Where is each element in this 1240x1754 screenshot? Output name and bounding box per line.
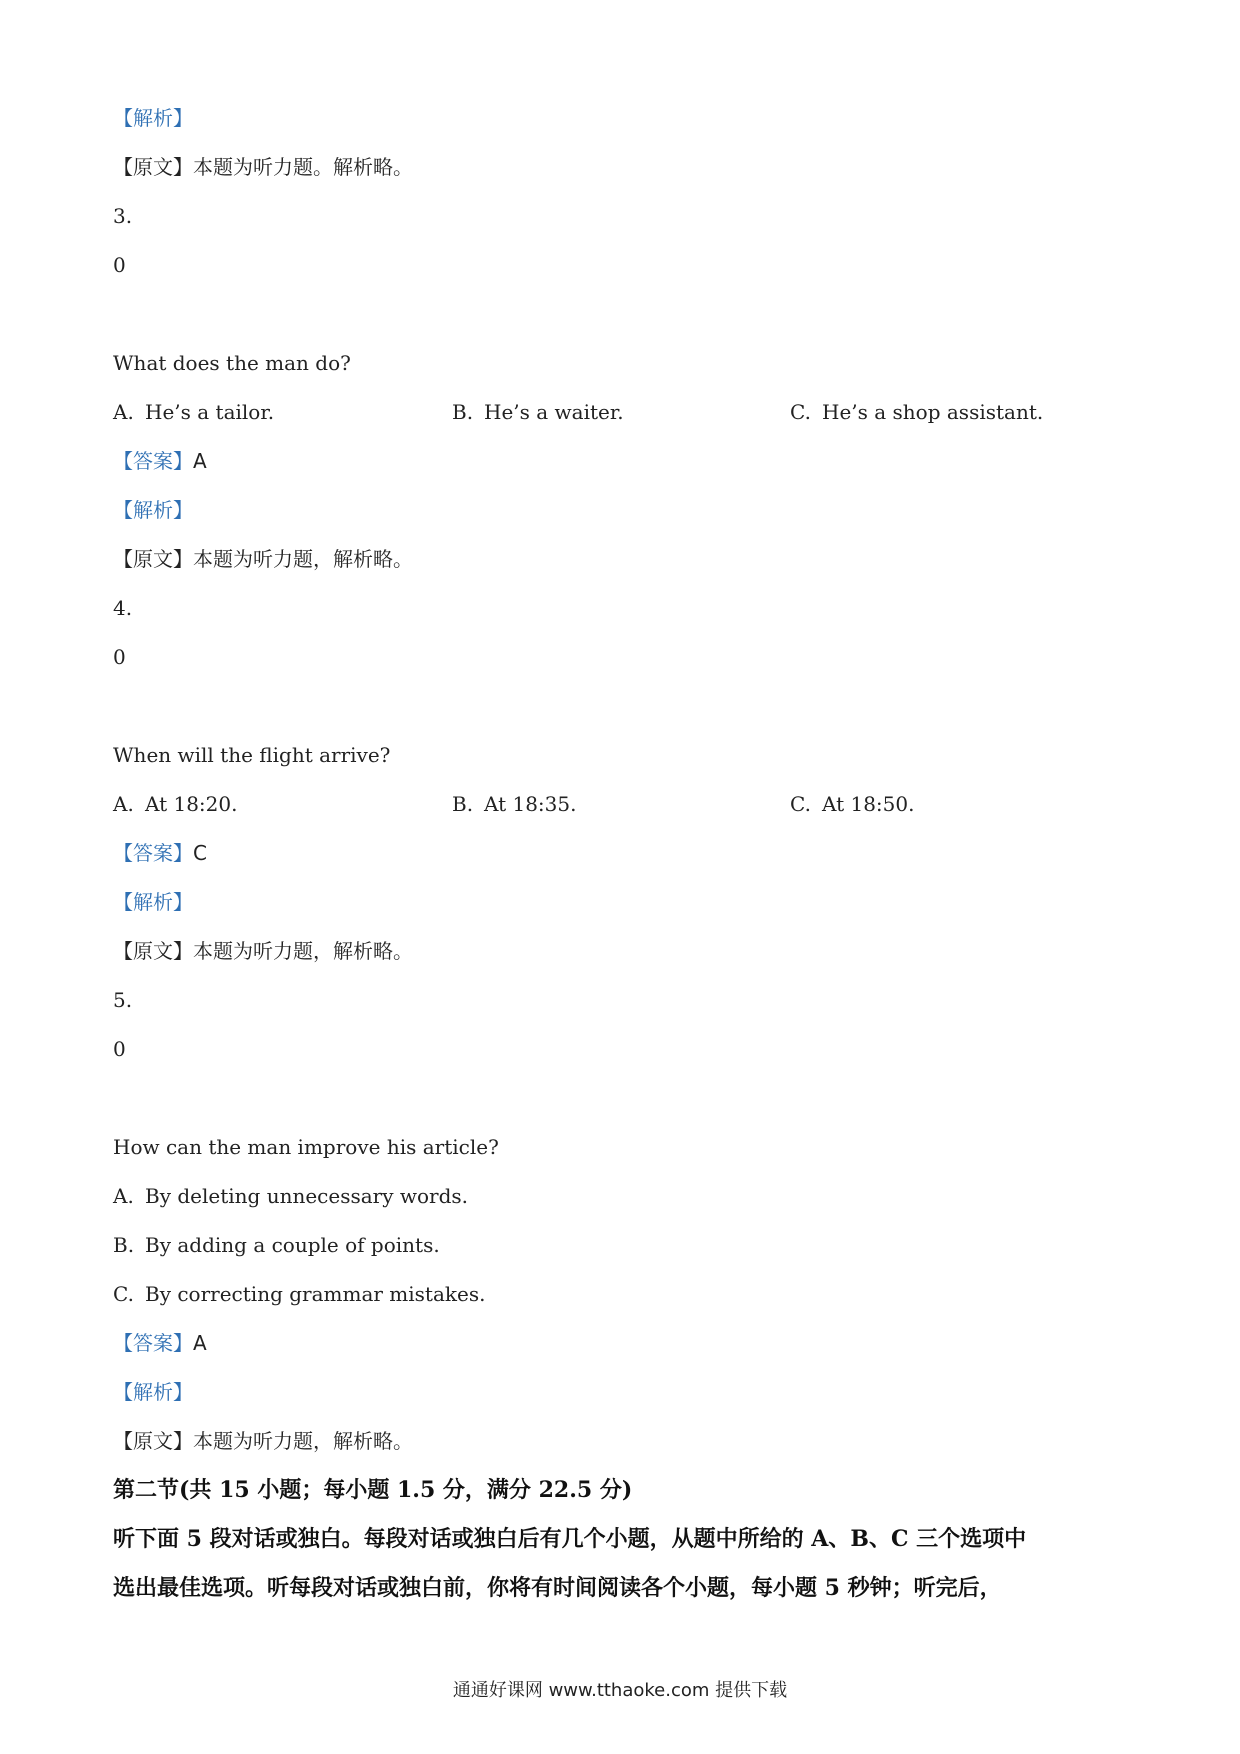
analysis-label: 【解析】 bbox=[113, 1380, 193, 1404]
original-text: 【原文】本题为听力题。解析略。 bbox=[113, 155, 413, 179]
option-c: C. He’s a shop assistant. bbox=[790, 400, 1044, 424]
question-number: 5. bbox=[113, 988, 133, 1012]
answer-value: C bbox=[193, 841, 207, 865]
answer-line: 【答案】A bbox=[113, 449, 207, 473]
original-text: 【原文】本题为听力题，解析略。 bbox=[113, 1429, 413, 1453]
option-b: B. He’s a waiter. bbox=[452, 400, 624, 424]
question-placeholder: 0 bbox=[113, 253, 126, 277]
question-text: What does the man do? bbox=[113, 351, 351, 375]
page-footer: 通通好课网 www.tthaoke.com 提供下载 bbox=[452, 1680, 788, 1701]
option-a: A. He’s a tailor. bbox=[113, 400, 275, 424]
original-text: 【原文】本题为听力题，解析略。 bbox=[113, 939, 413, 963]
answer-value: A bbox=[193, 449, 207, 473]
answer-line: 【答案】A bbox=[113, 1331, 207, 1355]
answer-line: 【答案】C bbox=[113, 841, 207, 865]
original-text: 【原文】本题为听力题，解析略。 bbox=[113, 547, 413, 571]
question-placeholder: 0 bbox=[113, 645, 126, 669]
option-b: B. At 18:35. bbox=[452, 792, 577, 816]
option-c: C. At 18:50. bbox=[790, 792, 915, 816]
answer-value: A bbox=[193, 1331, 207, 1355]
analysis-label: 【解析】 bbox=[113, 890, 193, 914]
question-text: When will the flight arrive? bbox=[113, 743, 391, 767]
option-a: A. At 18:20. bbox=[113, 792, 238, 816]
option-b: B. By adding a couple of points. bbox=[113, 1233, 440, 1257]
question-number: 3. bbox=[113, 204, 133, 228]
analysis-label: 【解析】 bbox=[113, 498, 193, 522]
option-c: C. By correcting grammar mistakes. bbox=[113, 1282, 486, 1306]
section-instruction-1: 听下面 5 段对话或独白。每段对话或独白后有几个小题，从题中所给的 A、B、C 三个选项中 bbox=[113, 1526, 1027, 1552]
question-number: 4. bbox=[113, 596, 133, 620]
question-text: How can the man improve his article? bbox=[113, 1135, 499, 1159]
section-instruction-2: 选出最佳选项。听每段对话或独白前，你将有时间阅读各个小题，每小题 5 秒钟；听完后， bbox=[113, 1575, 1002, 1601]
question-placeholder: 0 bbox=[113, 1037, 126, 1061]
option-a: A. By deleting unnecessary words. bbox=[113, 1184, 469, 1208]
section-heading: 第二节(共 15 小题；每小题 1.5 分，满分 22.5 分) bbox=[113, 1477, 633, 1503]
analysis-label: 【解析】 bbox=[113, 106, 193, 130]
